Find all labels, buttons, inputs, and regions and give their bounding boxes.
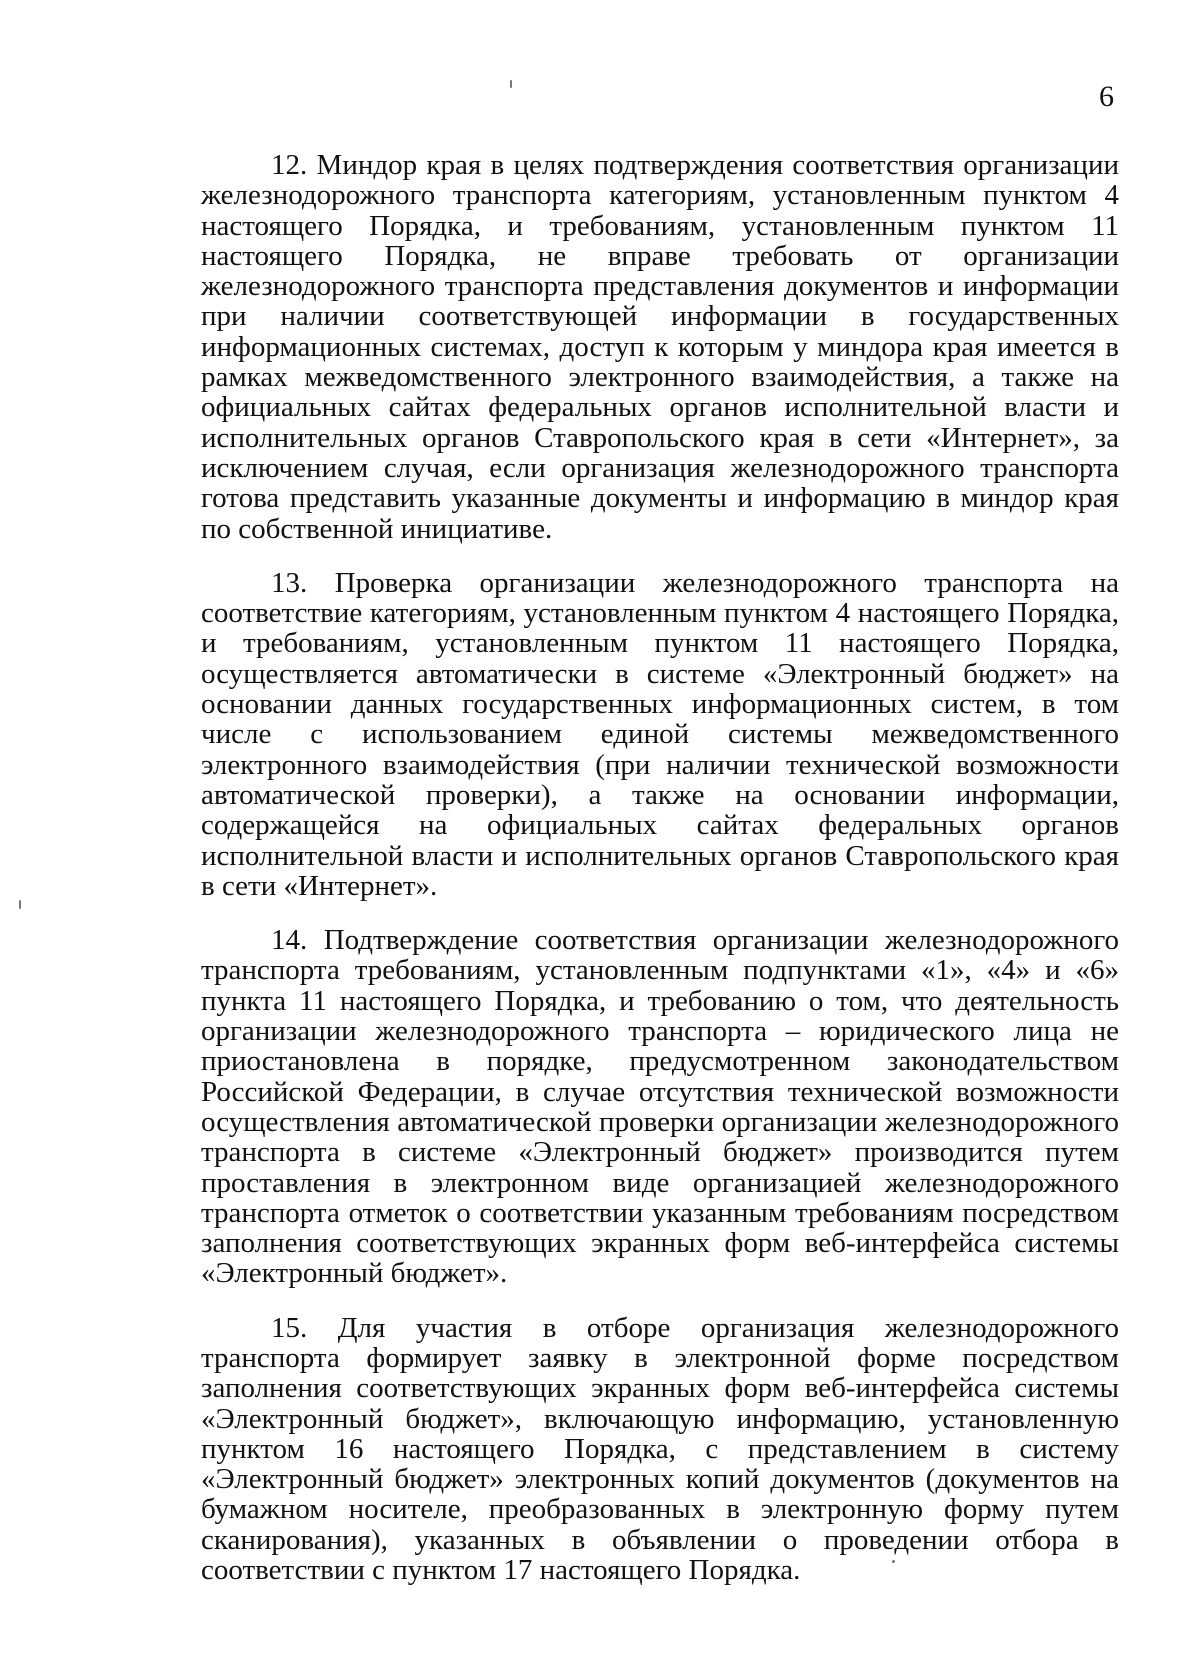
paragraph-spacing [201,901,1119,925]
paragraph-spacing [201,1289,1119,1313]
paragraph-15: 15. Для участия в отборе организация железнодорожного транспорта формирует заявку в электронной форме посредством заполнения соответствующих экранных форм веб-интерфейса системы «Электронный бюджет», включающую информацию, установленную пунктом 16 настоящего Порядка, с представлением в систему «Электронный бюджет» электронных копий документов (документов на бумажном носителе, преобразованных в электронную форму путем сканирования), указанных в объявлении о проведении отбора в соответствии с пунктом 17 настоящего Порядка. [201,1311,1119,1587]
paragraph-spacing [201,544,1119,568]
document-body [201,150,1119,1585]
paragraph-12: 12. Миндор края в целях подтверждения соответствия организации железнодорожного транспорта категориям, установленным пунктом 4 настоящего Порядка, и требованиям, установленным пунктом 11 настоящего Порядка, не вправе требовать от организации железнодорожного транспорта представления документов и информации при наличии соответствующей информации в государственных информационных системах, доступ к которым у миндора края имеется в рамках межведомственного электронного взаимодействия, а также на официальных сайтах федеральных органов исполнительной власти и исполнительных органов Ставропольского края в сети «Интернет», за исключением случая, если организация железнодорожного транспорта готова представить указанные документы и информацию в миндор края по собственной инициативе. [201,149,1119,545]
paragraph-14: 14. Подтверждение соответствия организации железнодорожного транспорта требованиям, установленным подпунктами «1», «4» и «6» пункта 11 настоящего Порядка, и требованию о том, что деятельность организации железнодорожного транспорта – юридического лица не приостановлена в порядке, предусмотренном законодательством Российской Федерации, в случае отсутствия технической возможности осуществления автоматической проверки организации железнодорожного транспорта в системе «Электронный бюджет» производится путем проставления в электронном виде организацией железнодорожного транспорта отметок о соответствии указанным требованиям посредством заполнения соответствующих экранных форм веб-интерфейса системы «Электронный бюджет». [201,924,1119,1290]
page-number: 6 [1099,80,1114,113]
paragraph-13: 13. Проверка организации железнодорожного транспорта на соответствие категориям, установленным пунктом 4 настоящего Порядка, и требованиям, установленным пунктом 11 настоящего Порядка, осуществляется автоматически в системе «Электронный бюджет» на основании данных государственных информационных систем, в том числе с использованием единой системы межведомственного электронного взаимодействия (при наличии технической возможности автоматической проверки), а также на основании информации, содержащейся на официальных сайтах федеральных органов исполнительной власти и исполнительных органов Ставропольского края в сети «Интернет». [201,566,1119,902]
scan-mark-left [19,900,21,909]
scan-mark-top [510,80,512,88]
